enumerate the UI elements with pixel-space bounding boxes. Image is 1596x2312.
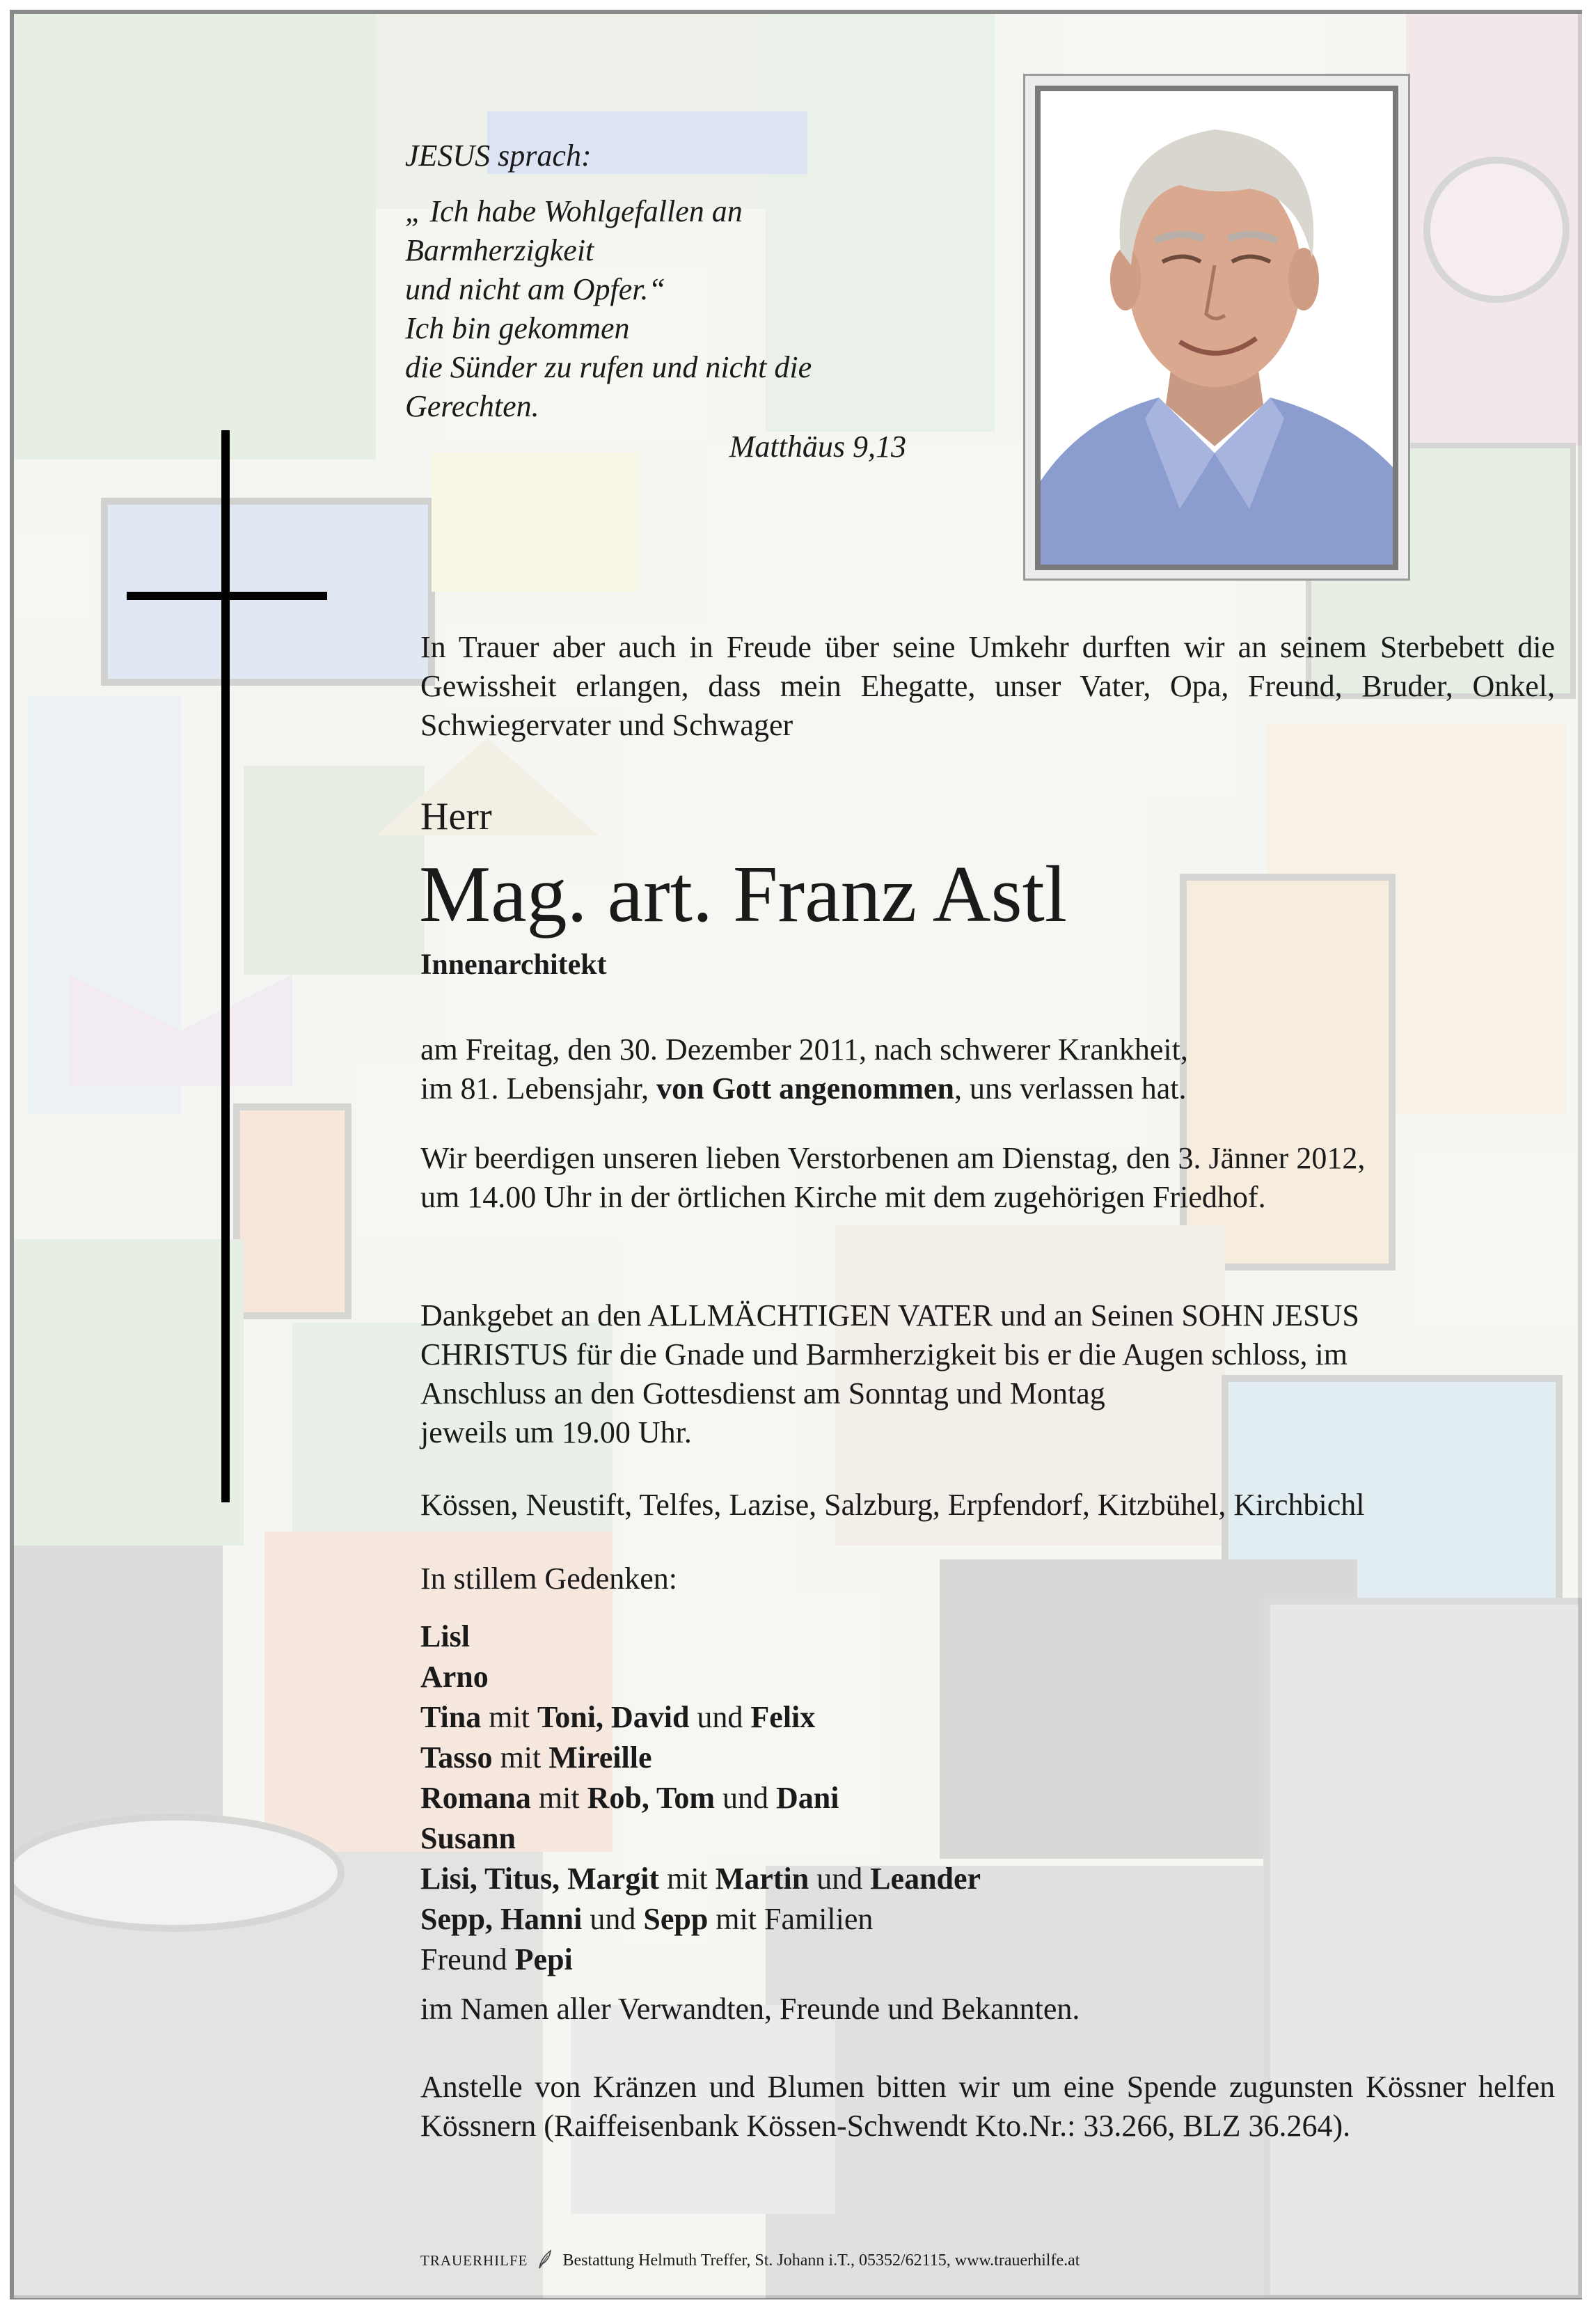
- death-line-2-post: , uns verlassen hat.: [954, 1071, 1187, 1106]
- mourner-row: [420, 1899, 1555, 1940]
- funeral-line-2: um 14.00 Uhr in der örtlichen Kirche mit dem zugehörigen Friedhof.: [420, 1180, 1266, 1214]
- memory-heading: In stillem Gedenken:: [420, 1562, 678, 1596]
- mourner-name: Sepp, Hanni: [420, 1902, 583, 1936]
- mourner-row: [420, 1617, 1555, 1657]
- prayer-notice: [420, 1296, 1555, 1452]
- mourner-row: [420, 1657, 1555, 1697]
- death-line-2-bold: von Gott angenommen: [656, 1071, 954, 1106]
- mourner-name: Toni, David: [537, 1700, 690, 1734]
- death-notice: [420, 1030, 1555, 1108]
- quote-line: und nicht am Opfer.“: [405, 272, 665, 306]
- footer-text: Bestattung Helmuth Treffer, St. Johann i.T., 05352/62115, www.trauerhilfe.at: [562, 2251, 1080, 2270]
- mourner-connector: und: [689, 1700, 751, 1734]
- mourner-row: [420, 1818, 1555, 1859]
- mourner-name: Felix: [750, 1700, 816, 1734]
- death-line-2: [420, 1069, 1555, 1108]
- mourner-connector: Freund: [420, 1942, 515, 1976]
- mourner-name: Lisi, Titus, Margit: [420, 1862, 660, 1896]
- mourner-row: [420, 1778, 1555, 1818]
- mourner-name: Sepp: [643, 1902, 709, 1936]
- places-list: Kössen, Neustift, Telfes, Lazise, Salzburg, Erpfendorf, Kitzbühel, Kirchbichl: [420, 1488, 1365, 1522]
- mourner-connector: mit Familien: [708, 1902, 874, 1936]
- mourner-connector: mit: [659, 1862, 716, 1896]
- quote-line: die Sünder zu rufen und nicht die: [405, 350, 812, 384]
- quote-reference: Matthäus 9,13: [729, 430, 906, 464]
- mourner-name: Susann: [420, 1821, 516, 1855]
- prayer-line-4: jeweils um 19.00 Uhr.: [420, 1415, 692, 1449]
- mourner-connector: und: [582, 1902, 644, 1936]
- mourner-name: Pepi: [514, 1942, 573, 1976]
- donation-notice: Anstelle von Kränzen und Blumen bitten wir um eine Spende zugunsten Kössner helfen Kössnern (Raiffeisenbank Kössen-Schwendt Kto.Nr.: 33.266, BLZ 36.264).: [420, 2070, 1555, 2143]
- quote-line: Gerechten.: [405, 389, 539, 423]
- prayer-line-3: Anschluss an den Gottesdienst am Sonntag und Montag: [420, 1376, 1105, 1410]
- mourner-row: [420, 1940, 1555, 1980]
- funeral-line-1: Wir beerdigen unseren lieben Verstorbenen am Dienstag, den 3. Jänner 2012,: [420, 1141, 1366, 1175]
- bible-quote: [405, 136, 906, 466]
- portrait-frame: [1023, 74, 1410, 581]
- mourner-connector: mit: [530, 1781, 587, 1815]
- quote-line: Barmherzigkeit: [405, 233, 594, 267]
- footer: [420, 2249, 1080, 2271]
- cross-horizontal-bar: [127, 592, 327, 600]
- mourner-connector: und: [715, 1781, 777, 1815]
- deceased-name: Mag. art. Franz Astl: [419, 850, 1068, 939]
- intro-paragraph: In Trauer aber auch in Freude über seine Umkehr durften wir an seinem Sterbebett die Gewissheit erlangen, dass mein Ehegatte, unser Vater, Opa, Freund, Bruder, Onkel, Schwiegervater und Schwager: [420, 630, 1555, 742]
- portrait-illustration: [1041, 91, 1393, 565]
- mourner-row: [420, 1859, 1555, 1899]
- mourner-name: Arno: [420, 1660, 489, 1694]
- mourner-connector: mit: [481, 1700, 537, 1734]
- mourner-name: Martin: [715, 1862, 809, 1896]
- death-line-1: am Freitag, den 30. Dezember 2011, nach schwerer Krankheit,: [420, 1032, 1188, 1067]
- funeral-notice: [420, 1139, 1555, 1217]
- salutation: Herr: [420, 795, 492, 838]
- mourner-row: [420, 1738, 1555, 1778]
- mourner-name: Dani: [776, 1781, 839, 1815]
- prayer-line-2: CHRISTUS für die Gnade und Barmherzigkeit bis er die Augen schloss, im: [420, 1337, 1348, 1371]
- feather-logo-icon: [537, 2249, 555, 2270]
- quote-line: „ Ich habe Wohlgefallen an: [405, 194, 743, 228]
- mourner-name: Romana: [420, 1781, 531, 1815]
- mourner-connector: und: [809, 1862, 871, 1896]
- prayer-line-1: Dankgebet an den ALLMÄCHTIGEN VATER und an Seinen SOHN JESUS: [420, 1298, 1359, 1332]
- quote-line: Ich bin gekommen: [405, 311, 630, 345]
- quote-heading: JESUS sprach:: [405, 139, 592, 173]
- death-line-2-pre: im 81. Lebensjahr,: [420, 1071, 657, 1106]
- mourner-name: Leander: [870, 1862, 981, 1896]
- portrait-photo: [1035, 86, 1398, 570]
- footer-brand: TRAUERHILFE: [420, 2252, 528, 2269]
- mourner-row: [420, 1697, 1555, 1738]
- mourners-list: [420, 1617, 1555, 1980]
- mourner-name: Rob, Tom: [587, 1781, 716, 1815]
- cross-vertical-bar: [221, 430, 230, 1502]
- relatives-line: im Namen aller Verwandten, Freunde und Bekannten.: [420, 1992, 1080, 2026]
- profession: Innenarchitekt: [420, 949, 607, 981]
- mourner-name: Lisl: [420, 1619, 470, 1653]
- mourner-name: Mireille: [548, 1740, 652, 1775]
- mourner-name: Tina: [420, 1700, 482, 1734]
- mourner-connector: mit: [492, 1740, 549, 1775]
- mourner-name: Tasso: [420, 1740, 493, 1775]
